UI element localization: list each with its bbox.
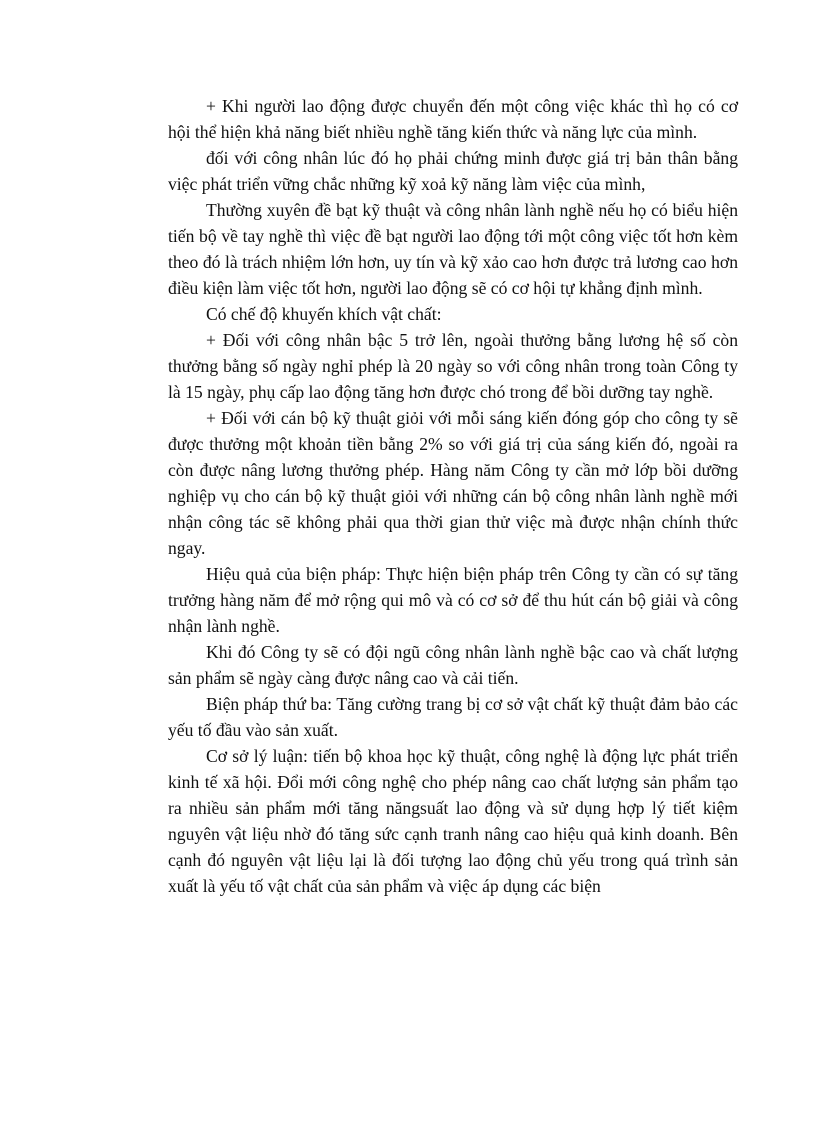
paragraph-grade-5-workers: + Đối với công nhân bậc 5 trở lên, ngoài thưởng bằng lương hệ số còn thưởng bằng số ngày nghỉ phép là 20 ngày so với công nhân trong toàn Công ty là 15 ngày, phụ cấp lao động tăng hơn được chó trong để bồi dưỡng tay nghề. <box>168 330 738 402</box>
paragraph-skilled-technicians: + Đối với cán bộ kỹ thuật giỏi với mỗi sáng kiến đóng góp cho công ty sẽ được thưởng một khoản tiền bằng 2% so với giá trị của sáng kiến đó, ngoài ra còn được nâng lương thưởng phép. Hàng năm Công ty cần mở lớp bồi dưỡng nghiệp vụ cho cán bộ kỹ thuật giỏi với những cán bộ công nhân lành nghề mới nhận công tác sẽ không phải qua thời gian thử việc mà được nhận chính thức ngay. <box>168 408 738 558</box>
paragraph-workforce-outcome: Khi đó Công ty sẽ có đội ngũ công nhân lành nghề bậc cao và chất lượng sản phẩm sẽ ngày càng được nâng cao và cải tiến. <box>168 642 738 688</box>
paragraph-job-rotation: + Khi người lao động được chuyển đến một công việc khác thì họ có cơ hội thể hiện khả năng biết nhiều nghề tăng kiến thức và năng lực của mình. <box>168 96 738 142</box>
paragraph-theoretical-basis: Cơ sở lý luận: tiến bộ khoa học kỹ thuật, công nghệ là động lực phát triển kinh tế xã hội. Đổi mới công nghệ cho phép nâng cao chất lượng sản phẩm tạo ra nhiều sản phẩm mới tăng năngsuất lao động và sử dụng hợp lý tiết kiệm nguyên vật liệu nhờ đó tăng sức cạnh tranh nâng cao hiệu quả kinh doanh. Bên cạnh đó nguyên vật liệu lại là đối tượng lao động chủ yếu trong quá trình sản xuất là yếu tố vật chất của sản phẩm và việc áp dụng các biện <box>168 746 738 896</box>
document-body <box>168 93 738 899</box>
paragraph-material-incentive-heading: Có chế độ khuyến khích vật chất: <box>206 304 442 324</box>
paragraph-third-measure: Biện pháp thứ ba: Tăng cường trang bị cơ sở vật chất kỹ thuật đảm bảo các yếu tố đầu vào sản xuất. <box>168 694 738 740</box>
paragraph-worker-value: đối với công nhân lúc đó họ phải chứng minh được giá trị bản thân bằng việc phát triển vững chắc những kỹ xoả kỹ năng làm việc của mình, <box>168 148 738 194</box>
paragraph-promotion: Thường xuyên đề bạt kỹ thuật và công nhân lành nghề nếu họ có biểu hiện tiến bộ về tay nghề thì việc đề bạt người lao động tới một công việc tốt hơn kèm theo đó là trách nhiệm lớn hơn, uy tín và kỹ xảo cao hơn được trả lương cao hơn điều kiện làm việc tốt hơn, người lao động sẽ có cơ hội tự khẳng định mình. <box>168 200 738 298</box>
paragraph-measure-effectiveness: Hiệu quả của biện pháp: Thực hiện biện pháp trên Công ty cần có sự tăng trưởng hàng năm để mở rộng qui mô và có cơ sở để thu hút cán bộ giải và công nhận lành nghề. <box>168 564 738 636</box>
